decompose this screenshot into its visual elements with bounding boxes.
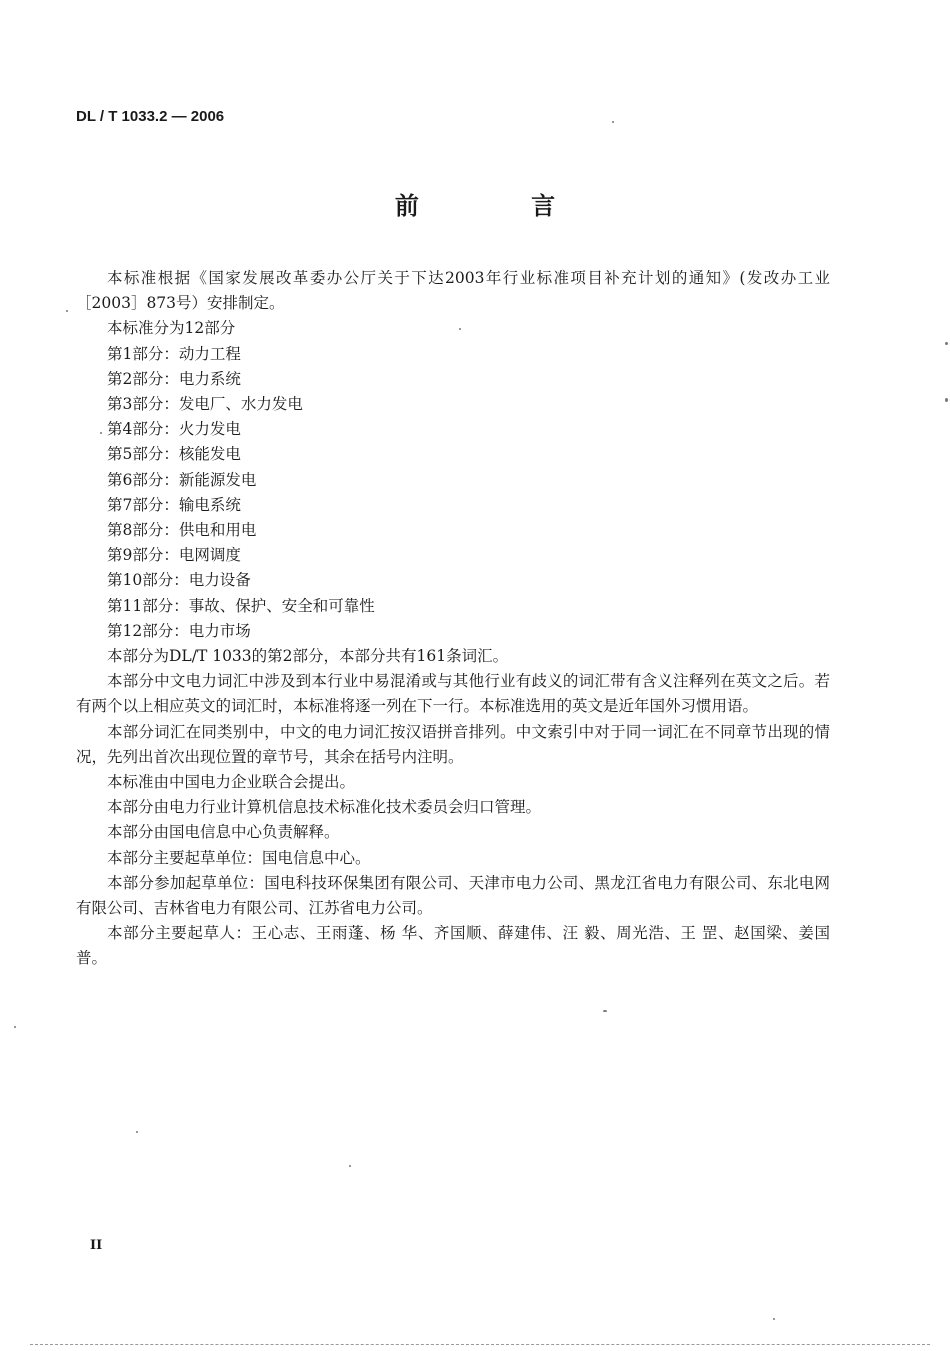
scan-speck <box>459 328 461 330</box>
part-list-item: 第6部分：新能源发电 <box>107 470 257 489</box>
scan-speck <box>100 432 102 434</box>
paragraph-management: 本部分由电力行业计算机信息技术标准化技术委员会归口管理。 <box>107 798 542 817</box>
paragraph-part-scope: 本部分为DL/T 1033的第2部分，本部分共有161条词汇。 <box>107 647 509 666</box>
part-list-item: 第3部分：发电厂、水力发电 <box>107 395 303 414</box>
part-list-item: 第11部分：事故、保护、安全和可靠性 <box>107 596 375 615</box>
part-list-item: 第8部分：供电和用电 <box>107 521 257 540</box>
page-title: 前 言 <box>394 192 608 220</box>
part-list-item: 第5部分：核能发电 <box>107 445 241 464</box>
paragraph-drafters: 本部分主要起草人：王心志、王雨蓬、杨 华、齐国顺、薛建伟、汪 毅、周光浩、王 罡、赵国梁、姜国普。 <box>76 924 830 968</box>
paragraph-main-drafter-unit: 本部分主要起草单位：国电信息中心。 <box>107 848 371 867</box>
scan-speck <box>945 398 948 402</box>
part-list-item: 第12部分：电力市场 <box>107 621 251 640</box>
paragraph-interpretation: 本部分由国电信息中心负责解释。 <box>107 823 340 842</box>
foreword-body <box>76 266 830 972</box>
part-list-item: 第10部分：电力设备 <box>107 571 251 590</box>
scan-speck <box>945 342 948 345</box>
paragraph-basis: 本标准根据《国家发展改革委办公厅关于下达2003年行业标准项目补充计划的通知》(发改办工业［2003］873号）安排制定。 <box>76 269 830 313</box>
part-list-item: 第7部分：输电系统 <box>107 495 241 514</box>
scan-speck <box>14 1026 16 1028</box>
part-list-item: 第2部分：电力系统 <box>107 369 241 388</box>
paragraph-parts-count: 本标准分为12部分 <box>107 319 236 338</box>
scan-edge-line <box>30 1344 930 1345</box>
scan-speck <box>66 310 68 312</box>
scan-speck <box>773 1318 775 1320</box>
paragraph-participating-units: 本部分参加起草单位：国电科技环保集团有限公司、天津市电力公司、黑龙江省电力有限公司、东北电网有限公司、吉林省电力有限公司、江苏省电力公司。 <box>76 873 830 918</box>
part-list-item: 第9部分：电网调度 <box>107 546 241 565</box>
paragraph-proposer: 本标准由中国电力企业联合会提出。 <box>107 773 356 792</box>
page-number: II <box>90 1238 103 1253</box>
paragraph-ordering-rule: 本部分词汇在同类别中，中文的电力词汇按汉语拼音排列。中文索引中对于同一词汇在不同章节出现的情况，先列出首次出现位置的章节号，其余在括号内注明。 <box>76 722 830 766</box>
paragraph-annotation-rule: 本部分中文电力词汇中涉及到本行业中易混淆或与其他行业有歧义的词汇带有含义注释列在英文之后。若有两个以上相应英文的词汇时，本标准将逐一列在下一行。本标准选用的英文是近年国外习惯用语。 <box>76 672 830 716</box>
part-list-item: 第1部分：动力工程 <box>107 344 241 363</box>
standard-code: DL / T 1033.2 — 2006 <box>76 108 225 125</box>
scan-speck <box>612 121 614 123</box>
scan-speck <box>603 1010 607 1012</box>
part-list-item: 第4部分：火力发电 <box>107 420 241 439</box>
scan-speck <box>136 1131 138 1133</box>
scan-speck <box>349 1165 351 1167</box>
